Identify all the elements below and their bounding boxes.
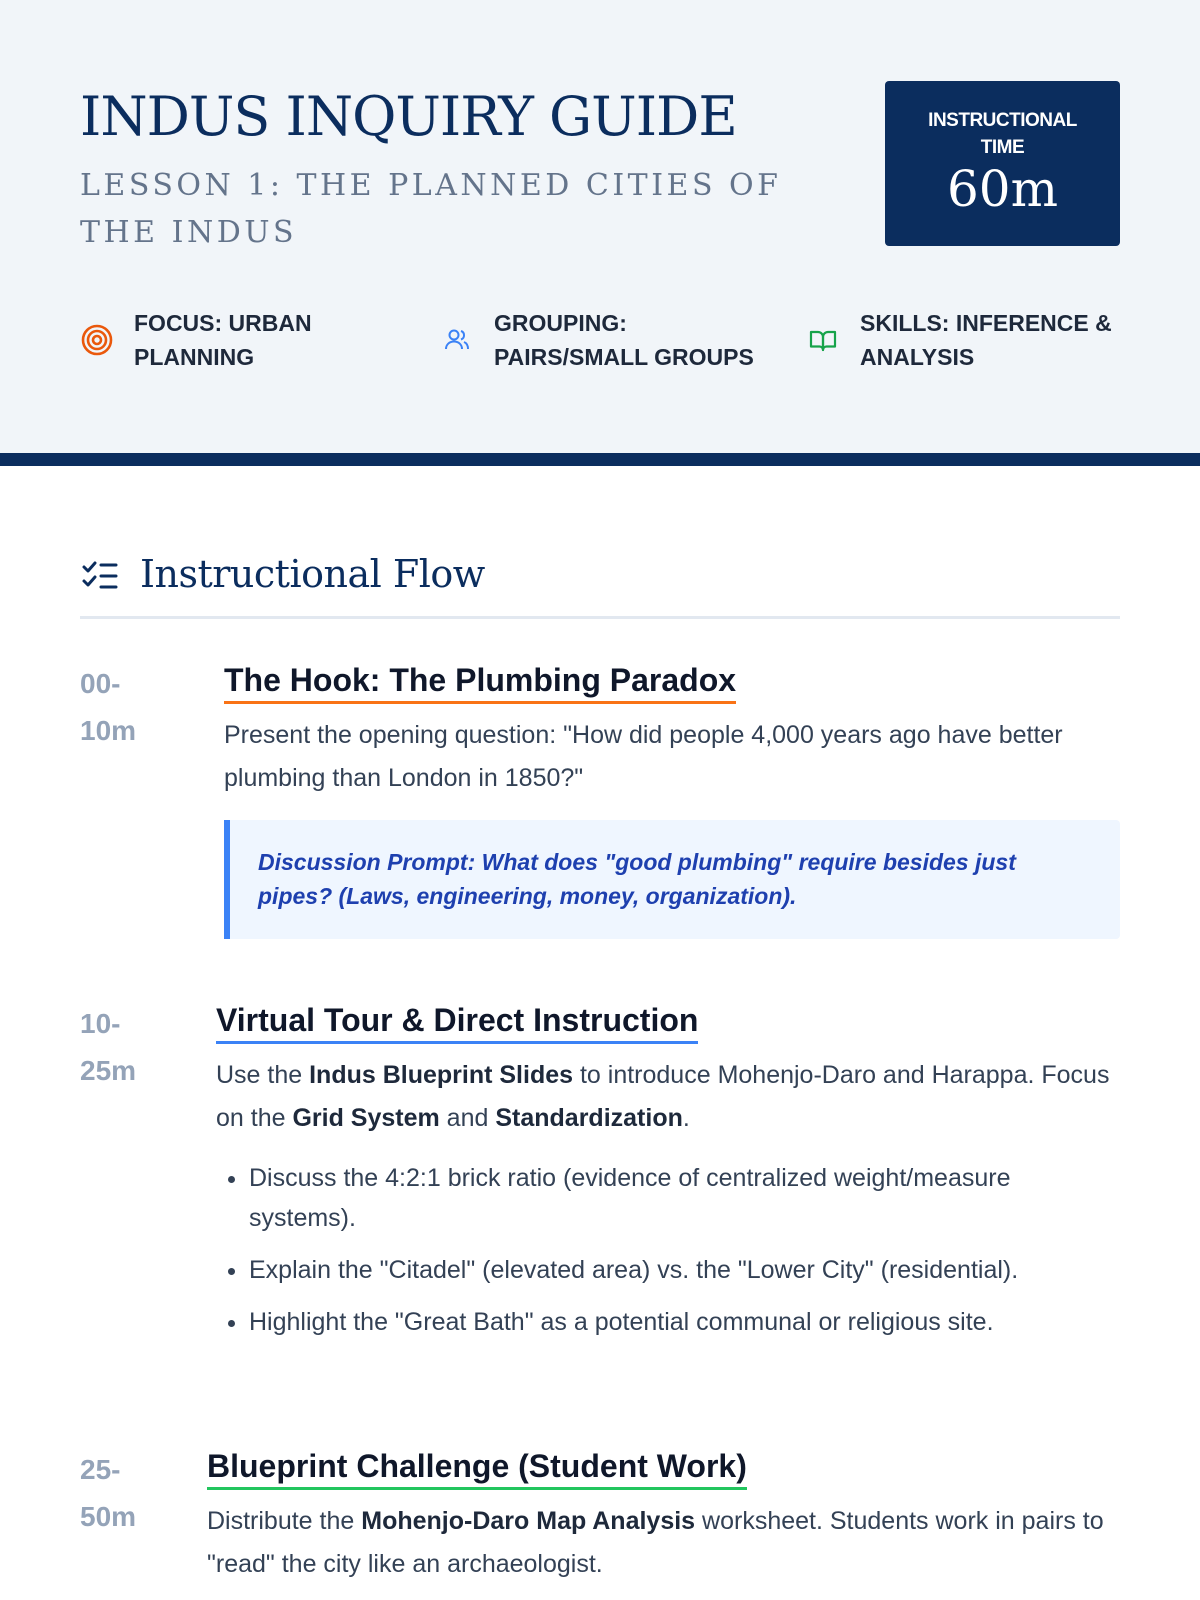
list-checks-icon	[80, 558, 120, 599]
target-icon	[80, 323, 114, 357]
time-value: 60m	[946, 160, 1059, 218]
lesson-subtitle: LESSON 1: THE PLANNED CITIES OF THE INDUS	[80, 168, 782, 250]
step-time: 00-10m	[80, 668, 137, 746]
meta-skills-text: SKILLS: INFERENCE & ANALYSIS	[860, 310, 1112, 370]
step-bullet-list	[216, 1158, 1120, 1342]
meta-skills	[806, 306, 1120, 374]
step-title: The Hook: The Plumbing Paradox	[224, 660, 736, 704]
step-time: 25-50m	[80, 1454, 137, 1532]
step-description: Distribute the Mohenjo-Daro Map Analysis worksheet. Students work in pairs to "read" the city like an archaeologist.	[207, 1507, 1104, 1578]
users-icon	[440, 323, 474, 357]
lesson-header	[0, 0, 1200, 466]
meta-grouping	[440, 306, 764, 374]
step-description: Use the Indus Blueprint Slides to introduce Mohenjo-Daro and Harappa. Focus on the Grid System and Standardization.	[216, 1061, 1110, 1132]
page-title: INDUS INQUIRY GUIDE	[80, 85, 737, 148]
section-header	[80, 550, 1120, 619]
step-time: 10-25m	[80, 1008, 137, 1086]
step-title: Virtual Tour & Direct Instruction	[216, 1000, 698, 1044]
meta-focus	[80, 306, 354, 374]
section-title: Instructional Flow	[140, 552, 485, 596]
step-content	[224, 660, 1120, 939]
list-item: • Explain the "Citadel" (elevated area) vs. the "Lower City" (residential).	[249, 1250, 1120, 1290]
book-open-icon	[806, 323, 840, 357]
step-content	[207, 1446, 1120, 1586]
meta-focus-text: FOCUS: URBAN PLANNING	[134, 310, 312, 370]
meta-grouping-text: GROUPING: PAIRS/SMALL GROUPS	[494, 310, 754, 370]
discussion-prompt: Discussion Prompt: What does "good plumbing" require besides just pipes? (Laws, engineering, money, organization).	[224, 820, 1120, 939]
step-description: Present the opening question: "How did people 4,000 years ago have better plumbing than London in 1850?"	[224, 721, 1063, 792]
step-title: Blueprint Challenge (Student Work)	[207, 1446, 747, 1490]
list-item: • Highlight the "Great Bath" as a potential communal or religious site.	[249, 1302, 1120, 1342]
step-content	[216, 1000, 1120, 1354]
instructional-time-box	[885, 81, 1120, 246]
list-item: • Discuss the 4:2:1 brick ratio (evidence of centralized weight/measure systems).	[249, 1158, 1120, 1238]
time-label: INSTRUCTIONAL TIME	[928, 110, 1077, 158]
